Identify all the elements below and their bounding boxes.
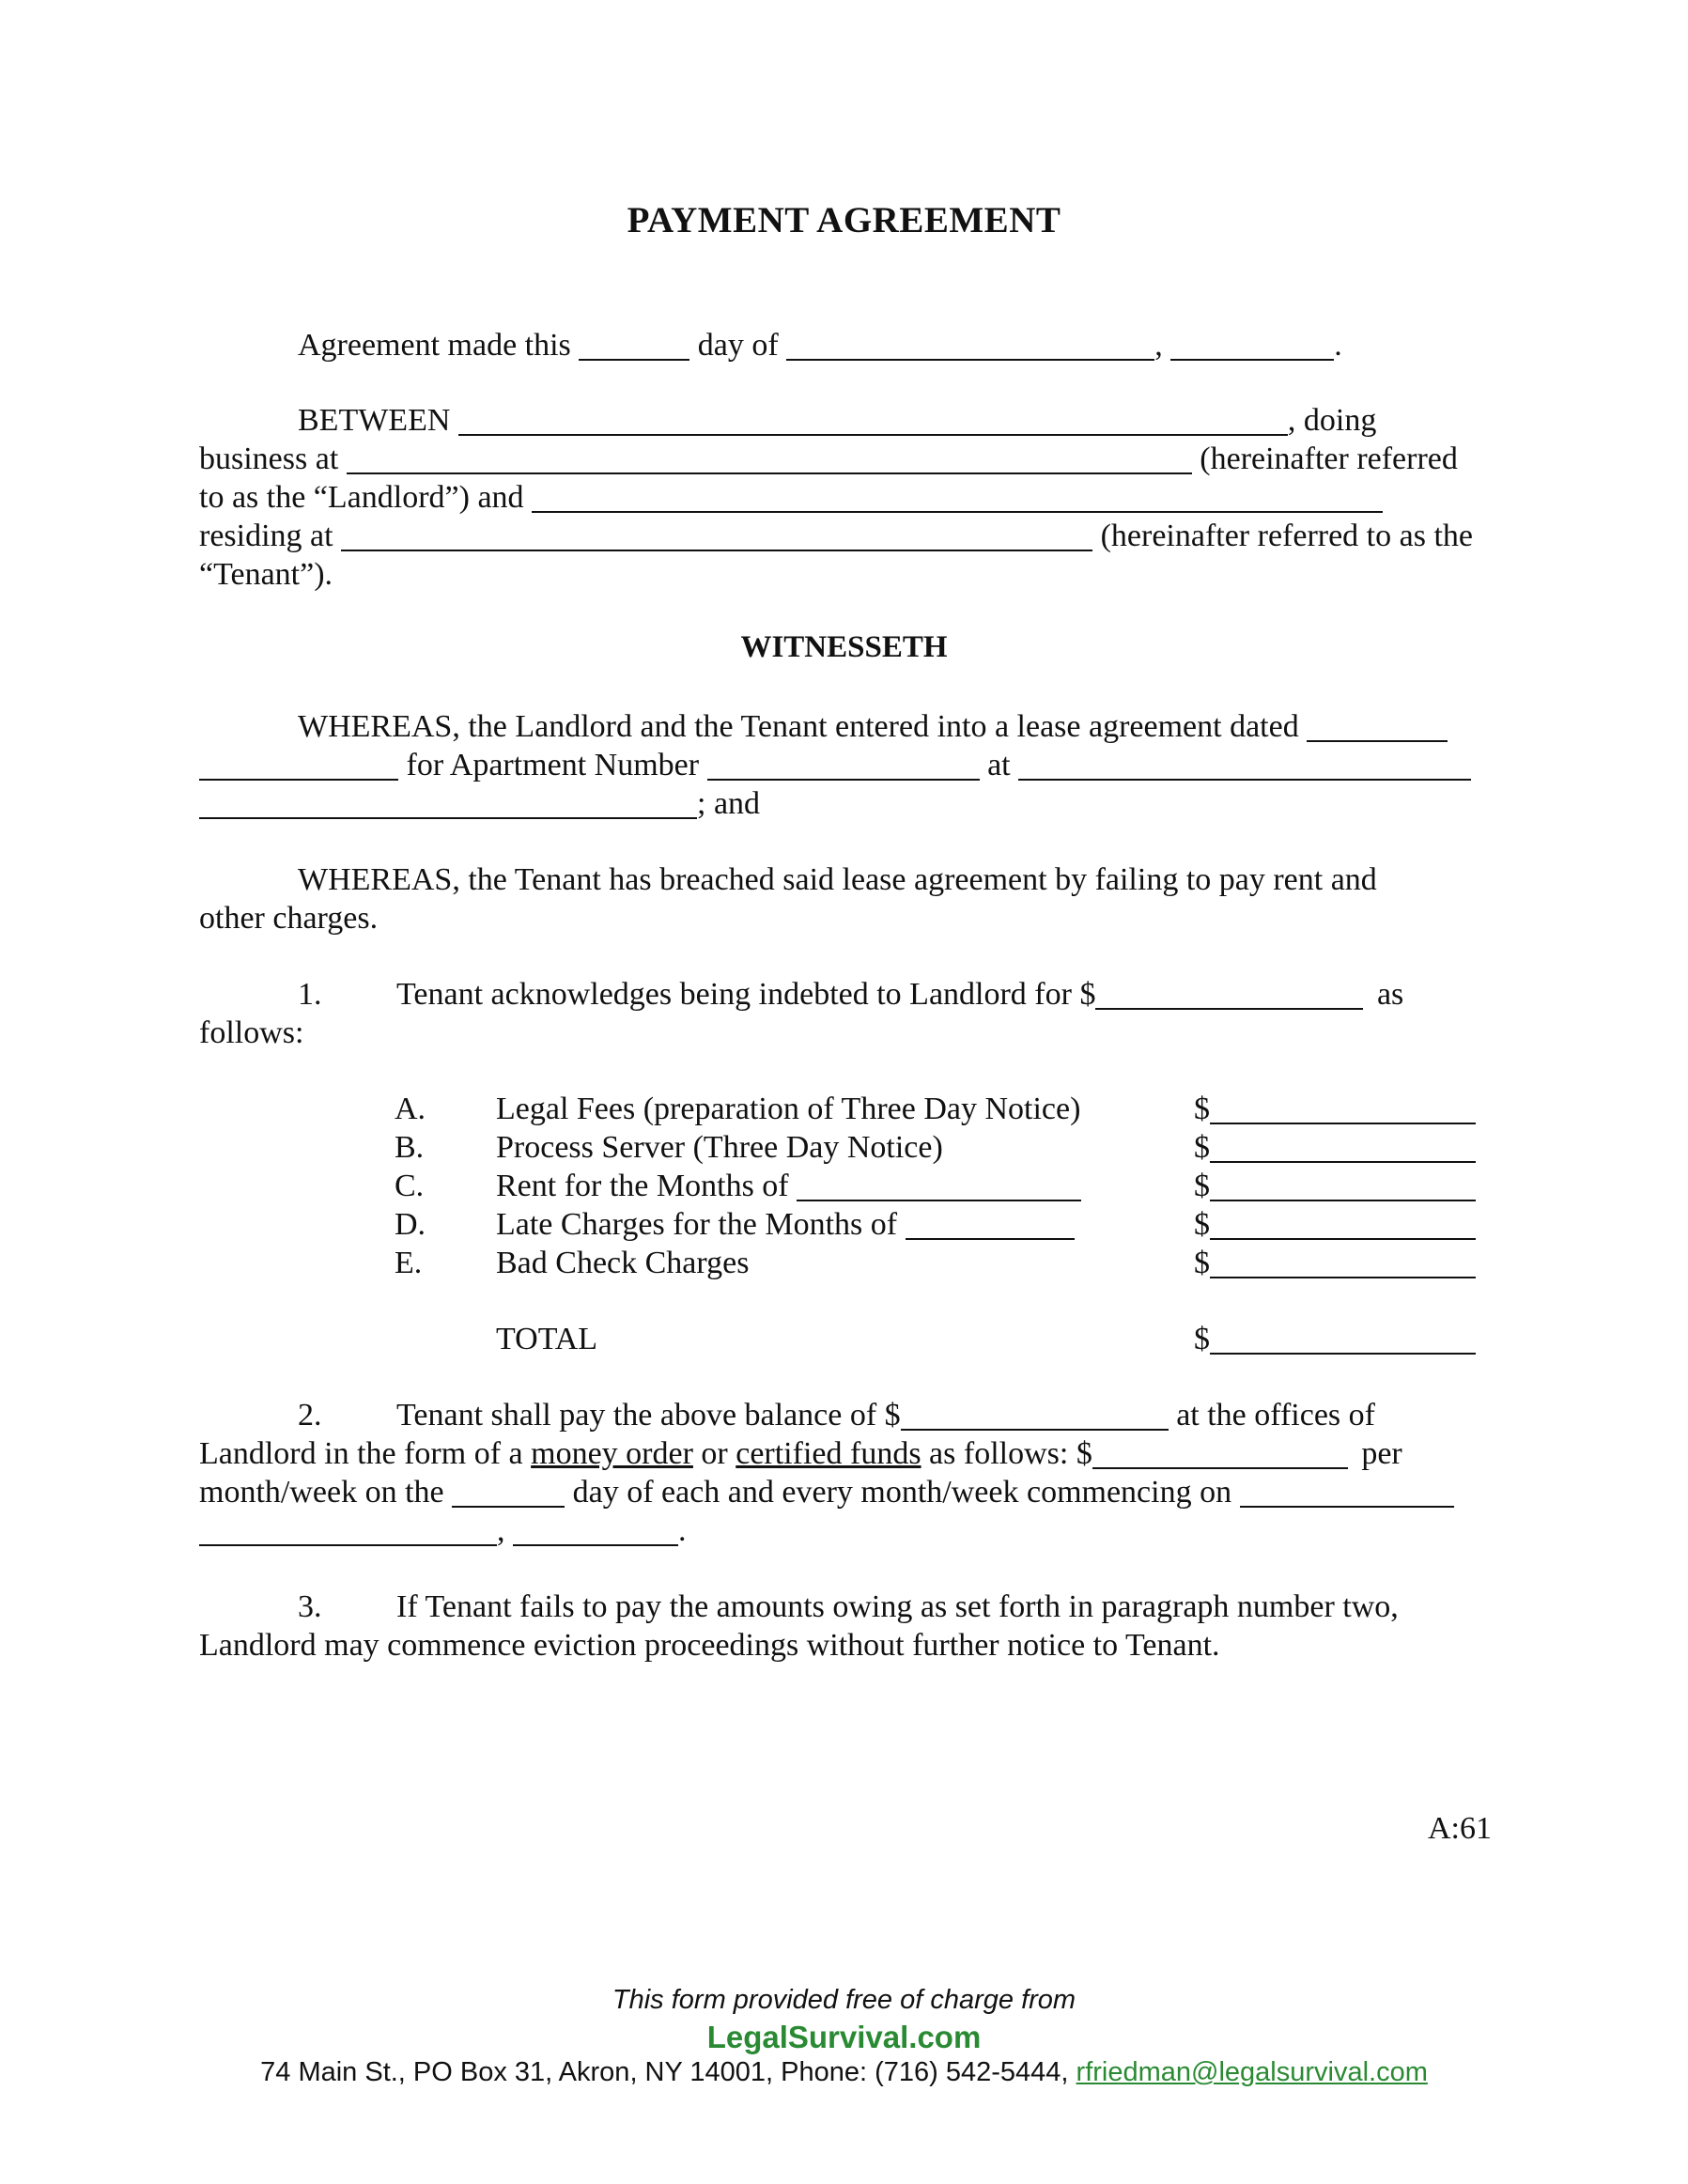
payment-day-blank[interactable] [452, 1478, 565, 1508]
process-server-amount-blank[interactable] [1210, 1133, 1476, 1163]
business-at-label: business at [199, 441, 339, 476]
clause3-text2: Landlord may commence eviction proceedings without further notice to Tenant. [199, 1628, 1220, 1663]
clause3-text1: If Tenant fails to pay the amounts owing as set forth in paragraph number two, [396, 1589, 1399, 1624]
item-letter: D. [395, 1207, 426, 1242]
between-line [199, 402, 1590, 440]
footer-email-link[interactable]: rfriedman@legalsurvival.com [1076, 2057, 1428, 2087]
currency-sign: $ [1194, 1207, 1210, 1242]
charge-item-d [395, 1206, 1492, 1244]
certified-funds-text: certified funds [736, 1436, 921, 1471]
business-address-blank[interactable] [347, 444, 1192, 474]
at-label: at [987, 748, 1011, 782]
clause2-offices: at the offices of [1176, 1398, 1375, 1433]
document-title: PAYMENT AGREEMENT [627, 200, 1061, 240]
footer-provided: This form provided free of charge from [612, 1985, 1076, 2015]
intro-period: . [1334, 328, 1342, 363]
tenant-address-blank[interactable] [341, 521, 1092, 551]
item-letter: B. [395, 1130, 425, 1165]
whereas2-text2: other charges. [199, 901, 379, 936]
whereas2-line2 [199, 900, 1492, 937]
month-blank[interactable] [786, 331, 1154, 361]
and-label: ; and [697, 786, 761, 821]
clause2-period: . [678, 1513, 687, 1548]
bad-check-amount-blank[interactable] [1210, 1248, 1476, 1278]
doing-label: , doing [1287, 403, 1377, 438]
indebted-amount-blank[interactable] [1095, 980, 1363, 1010]
balance-amount-blank[interactable] [901, 1401, 1169, 1431]
clause2-or: or [701, 1436, 728, 1471]
clause1-line1 [199, 976, 1590, 1014]
item-label: Late Charges for the Months of [496, 1207, 898, 1242]
lease-date-blank-2[interactable] [199, 751, 398, 781]
residing-line [199, 518, 1492, 555]
charge-item-c [395, 1168, 1492, 1205]
total-amount-blank[interactable] [1210, 1324, 1476, 1355]
clause2-line1 [199, 1397, 1590, 1434]
intro-line [199, 327, 1590, 364]
late-charges-months-blank[interactable] [906, 1210, 1075, 1240]
day-blank[interactable] [579, 331, 689, 361]
whereas2-text1: WHEREAS, the Tenant has breached said lease agreement by failing to pay rent and [298, 862, 1377, 897]
commencing-year-blank[interactable] [513, 1516, 678, 1546]
clause2-line3 [199, 1474, 1492, 1511]
whereas1-line2 [199, 747, 1492, 784]
late-charges-amount-blank[interactable] [1210, 1210, 1476, 1240]
residing-at-label: residing at [199, 519, 333, 553]
charge-item-e [395, 1245, 1492, 1282]
clause3-line2 [199, 1627, 1492, 1665]
tenant-name-blank[interactable] [532, 483, 1383, 513]
rent-amount-blank[interactable] [1210, 1171, 1476, 1201]
intro-day-of: day of [697, 328, 779, 363]
charge-total [395, 1321, 1492, 1358]
apartment-address-blank-2[interactable] [199, 789, 697, 819]
item-label: Rent for the Months of [496, 1169, 789, 1203]
commencing-date-blank-1[interactable] [1240, 1478, 1454, 1508]
landlord-name-blank[interactable] [458, 406, 1288, 436]
whereas1-line1 [199, 708, 1590, 746]
clause2-per: per [1361, 1436, 1402, 1471]
page-code: A:61 [1428, 1811, 1492, 1846]
clause1-as: as [1376, 977, 1404, 1012]
item-letter: E. [395, 1246, 423, 1280]
witnesseth-heading: WITNESSETH [740, 630, 948, 664]
clause2-line2 [199, 1435, 1492, 1473]
hereinafter-referred-label: (hereinafter referred [1200, 441, 1458, 476]
charge-item-a [395, 1091, 1492, 1128]
apartment-address-blank-1[interactable] [1018, 751, 1471, 781]
tenant-line [199, 556, 1492, 594]
year-blank[interactable] [1170, 331, 1334, 361]
clause1-line2 [199, 1015, 1492, 1052]
money-order-text: money order [531, 1436, 693, 1471]
landlord-and-line [199, 479, 1492, 517]
between-label: BETWEEN [298, 403, 451, 438]
clause3-number: 3. [298, 1589, 322, 1624]
intro-comma: , [1154, 328, 1163, 363]
currency-sign: $ [1194, 1246, 1210, 1280]
lease-date-blank-1[interactable] [1307, 712, 1448, 742]
clause2-as-follows: as follows: $ [929, 1436, 1092, 1471]
clause2-number: 2. [298, 1398, 322, 1433]
clause2-line4 [199, 1512, 1492, 1550]
installment-amount-blank[interactable] [1092, 1439, 1348, 1469]
legal-fees-amount-blank[interactable] [1210, 1094, 1476, 1124]
clause2-landlord-form: Landlord in the form of a [199, 1436, 523, 1471]
item-label: Bad Check Charges [496, 1246, 750, 1280]
business-line [199, 441, 1492, 478]
footer-site-link[interactable]: LegalSurvival.com [706, 2020, 982, 2054]
tenant-label: “Tenant”). [199, 557, 333, 592]
whereas1-text: WHEREAS, the Landlord and the Tenant entered into a lease agreement dated [298, 709, 1299, 744]
item-letter: C. [395, 1169, 425, 1203]
clause1-number: 1. [298, 977, 322, 1012]
rent-months-blank[interactable] [797, 1171, 1081, 1201]
commencing-date-blank-2[interactable] [199, 1516, 497, 1546]
charge-item-b [395, 1129, 1492, 1167]
whereas1-line3 [199, 785, 1492, 823]
hereinafter-tenant-label: (hereinafter referred to as the [1100, 519, 1473, 553]
item-label: Legal Fees (preparation of Three Day Notice) [496, 1092, 1081, 1126]
apartment-number-blank[interactable] [707, 751, 980, 781]
clause3-line1 [199, 1588, 1590, 1626]
item-label: Process Server (Three Day Notice) [496, 1130, 943, 1165]
clause1-follows: follows: [199, 1015, 304, 1050]
clause2-month-week: month/week on the [199, 1475, 444, 1510]
clause2-comma: , [497, 1513, 505, 1548]
landlord-and-label: to as the “Landlord”) and [199, 480, 524, 515]
clause2-day-each: day of each and every month/week commencing on [572, 1475, 1232, 1510]
item-letter: A. [395, 1092, 426, 1126]
clause1-text: Tenant acknowledges being indebted to Landlord for $ [396, 977, 1096, 1012]
for-apartment-label: for Apartment Number [406, 748, 700, 782]
total-label: TOTAL [496, 1322, 598, 1356]
currency-sign: $ [1194, 1322, 1210, 1356]
currency-sign: $ [1194, 1130, 1210, 1165]
footer-address: 74 Main St., PO Box 31, Akron, NY 14001, Phone: (716) 542-5444, [260, 2057, 1076, 2087]
currency-sign: $ [1194, 1169, 1210, 1203]
whereas2-line1 [199, 861, 1590, 899]
footer-contact [0, 2057, 1688, 2088]
intro-made-this: Agreement made this [298, 328, 571, 363]
currency-sign: $ [1194, 1092, 1210, 1126]
clause2-text: Tenant shall pay the above balance of $ [396, 1398, 901, 1433]
